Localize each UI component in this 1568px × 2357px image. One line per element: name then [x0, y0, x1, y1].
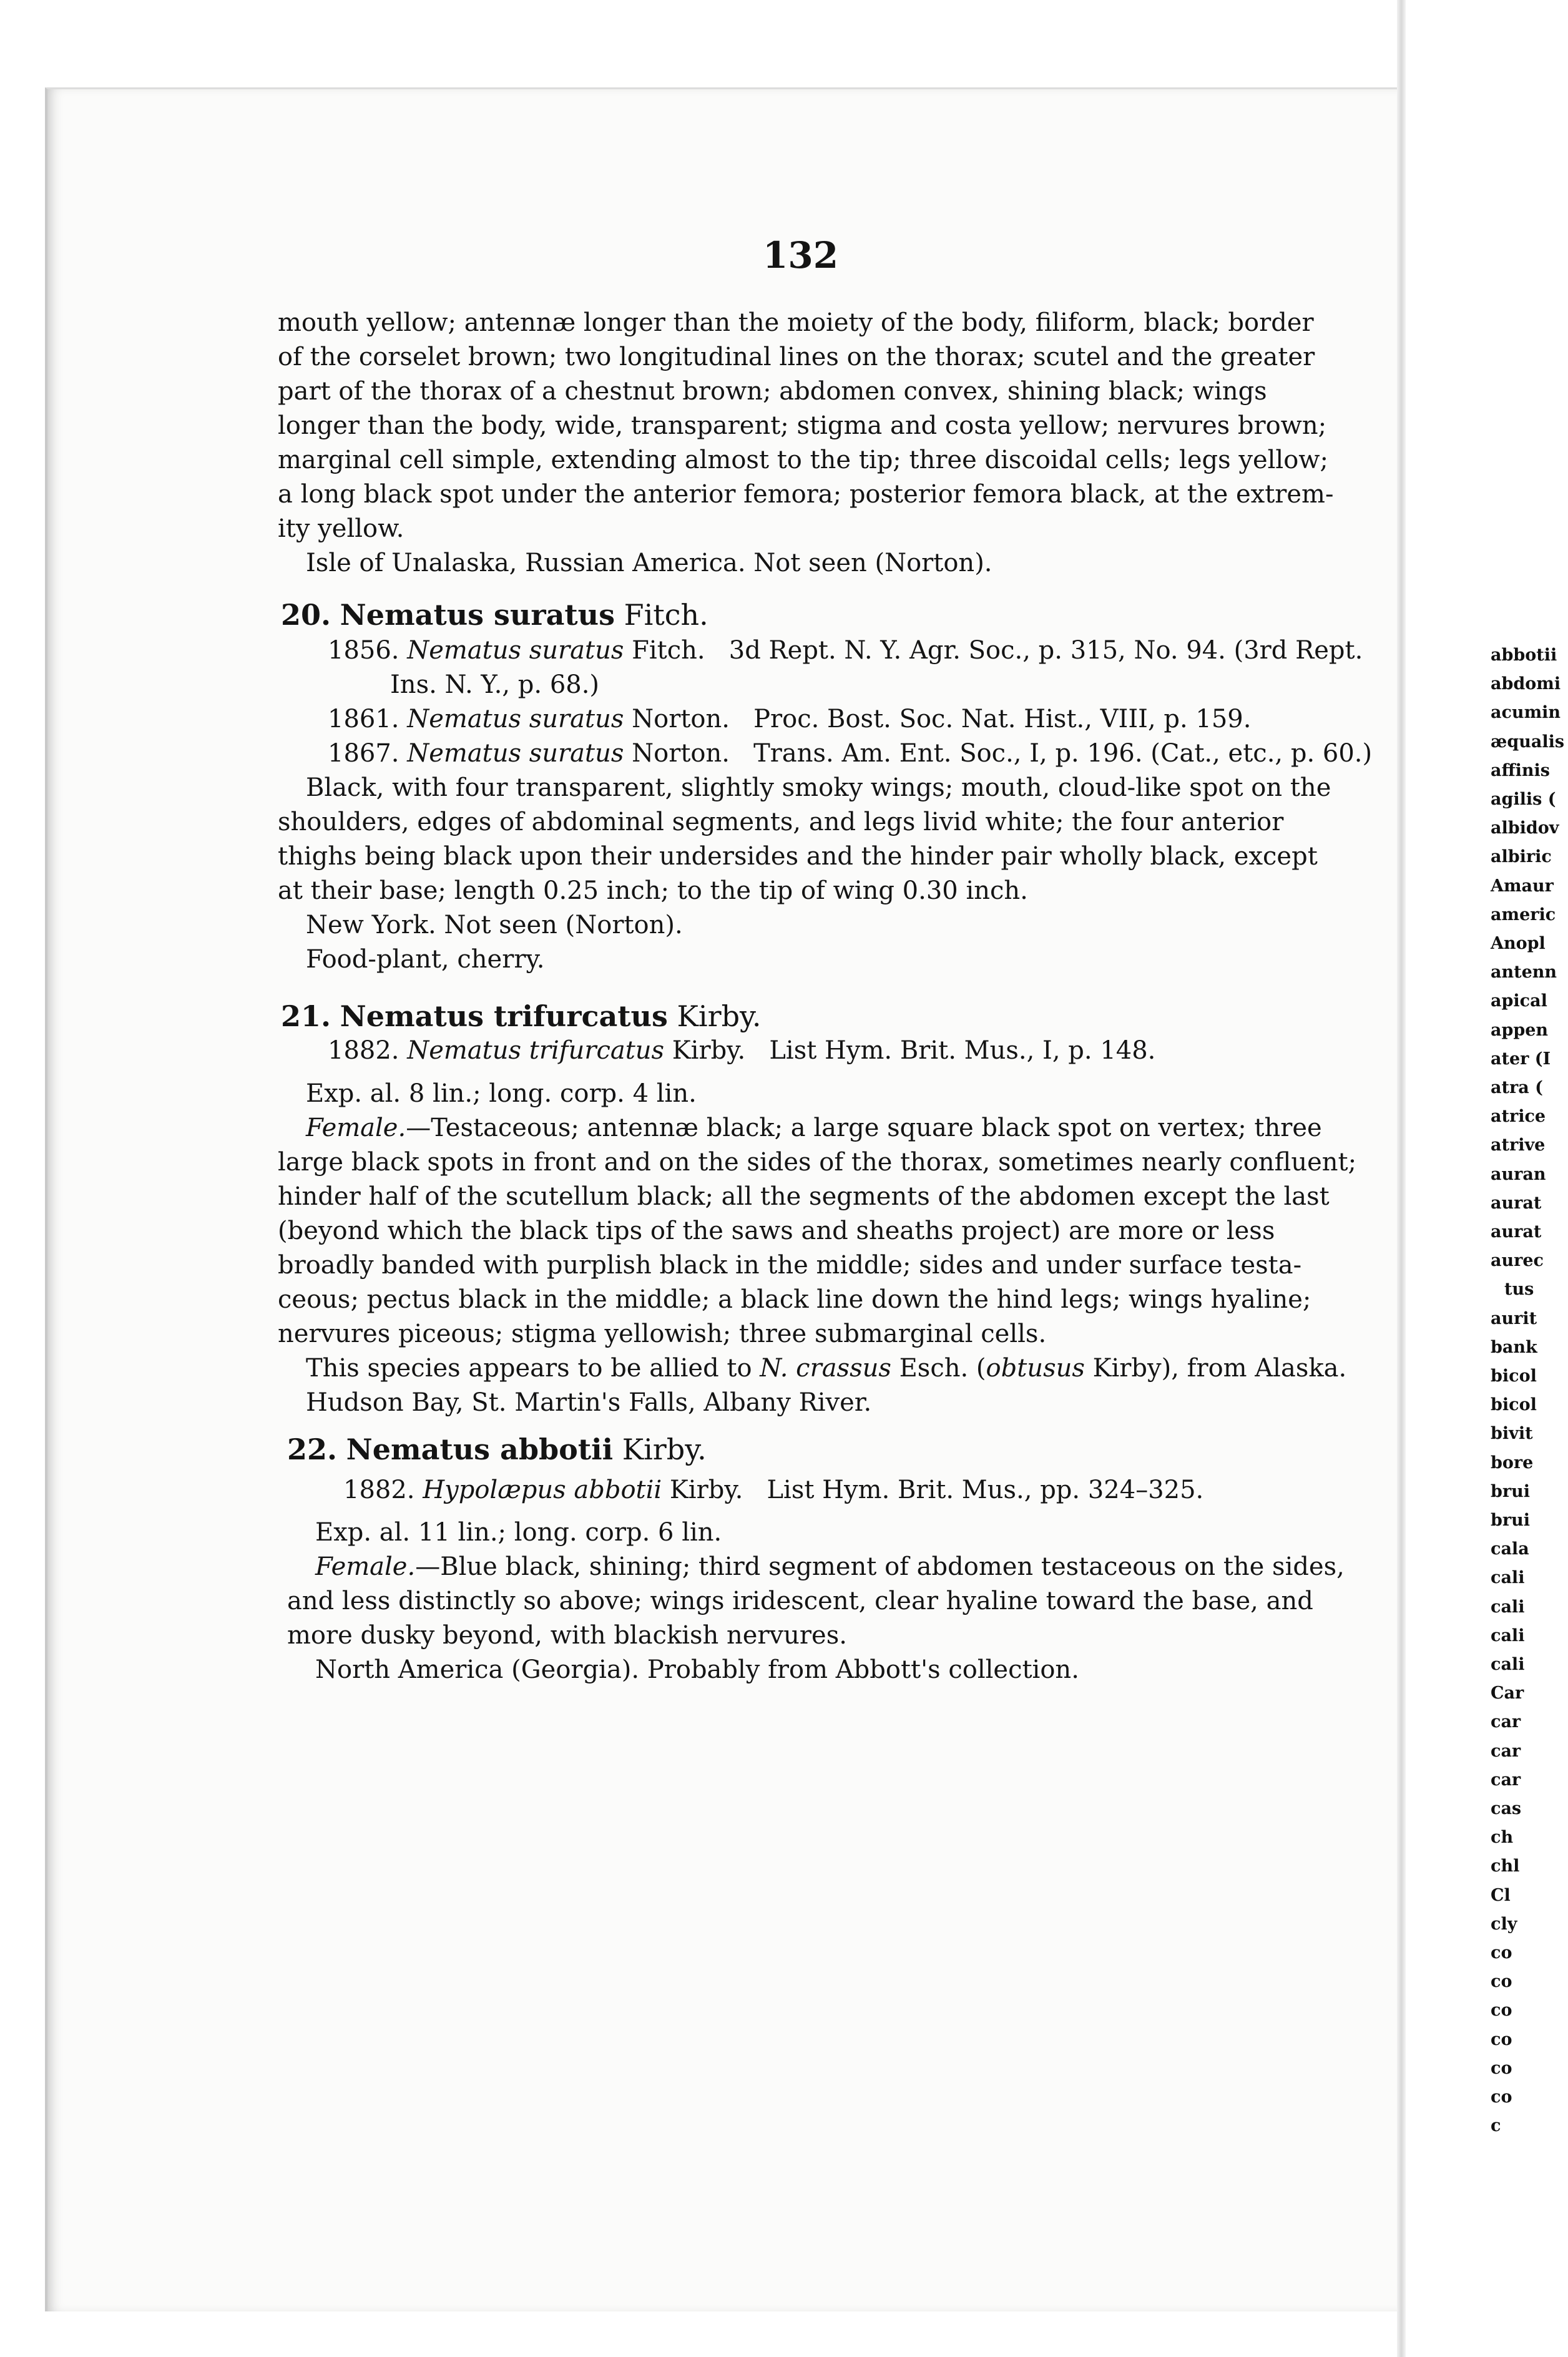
index-entry: atrice [1491, 1107, 1546, 1127]
text-line: broadly banded with purplish black in the middle; sides and under surface testa- [278, 1251, 1302, 1280]
species-heading [281, 596, 708, 634]
index-entry: tus [1504, 1280, 1534, 1300]
citation-author: Kirby. [669, 1476, 743, 1504]
citation-year: 1867. [328, 739, 399, 768]
citation-line [328, 737, 1372, 771]
index-entry: cali [1491, 1625, 1525, 1645]
sex-label: Female. [306, 1114, 406, 1142]
species-number: 21. [281, 999, 331, 1033]
text-line: ity yellow. [278, 514, 404, 543]
index-entry: abdomi [1491, 674, 1561, 694]
species-name: Nematus trifurcatus [340, 999, 668, 1033]
index-entry: aurit [1491, 1308, 1537, 1328]
citation-year: 1882. [328, 1036, 399, 1065]
index-entry: agilis ( [1491, 790, 1556, 809]
index-entry: antenn [1491, 963, 1557, 982]
index-entry: chl [1491, 1856, 1520, 1876]
index-entry: cali [1491, 1568, 1525, 1588]
citation-ref: 3d Rept. N. Y. Agr. Soc., p. 315, No. 94. (3rd Rept. [728, 636, 1363, 665]
species-author: Fitch. [624, 598, 708, 632]
index-entry: cly [1491, 1914, 1517, 1934]
citation-line [328, 702, 1372, 737]
text-fragment: —Testaceous; antennæ black; a large square black spot on vertex; three [406, 1114, 1322, 1142]
index-entry: acumin [1491, 703, 1561, 723]
text-line [287, 1550, 1348, 1584]
index-entry: co [1491, 2001, 1512, 2021]
citation-taxon: Nematus suratus [407, 705, 624, 733]
locality-line: Isle of Unalaska, Russian America. Not seen (Norton). [306, 549, 992, 577]
citation-line [328, 1034, 1155, 1068]
book-gutter [1397, 0, 1406, 2357]
species-name: Nematus suratus [340, 598, 615, 632]
allied-line: This species appears to be allied to N. crassus Esch. (obtusus Kirby), from Alaska. [306, 1354, 1347, 1383]
index-entry: car [1491, 1770, 1521, 1790]
index-entry: bivit [1491, 1424, 1533, 1444]
text-line: (beyond which the black tips of the saws and sheaths project) are more or less [278, 1217, 1275, 1245]
index-entry: co [1491, 1972, 1512, 1992]
index-entry: Amaur [1491, 876, 1554, 896]
intro-paragraph [278, 306, 1339, 581]
citation-ref: List Hym. Brit. Mus., pp. 324–325. [767, 1476, 1204, 1504]
index-entry: albiric [1491, 847, 1552, 867]
food-plant-line: Food-plant, cherry. [306, 945, 545, 974]
species-name: Nematus abbotii [346, 1433, 614, 1466]
index-entry: bicol [1491, 1366, 1537, 1386]
index-entry: brui [1491, 1481, 1530, 1501]
citation-year: 1882. [343, 1476, 415, 1504]
index-entry: albidov [1491, 818, 1559, 838]
citation-line [328, 668, 1372, 702]
index-entry: affinis [1491, 760, 1551, 780]
citation-author: Kirby. [672, 1036, 746, 1065]
index-entry: co [1491, 1943, 1512, 1963]
page-number: 132 [763, 234, 839, 277]
index-entry: ch [1491, 1828, 1514, 1848]
citation-taxon: Nematus suratus [407, 739, 624, 768]
text-line: and less distinctly so above; wings iridescent, clear hyaline toward the base, and [287, 1587, 1313, 1615]
citation-author: Norton. [632, 739, 730, 768]
text-line: nervures piceous; stigma yellowish; three submarginal cells. [278, 1320, 1047, 1348]
citation-line [343, 1473, 1203, 1507]
species-heading [281, 997, 762, 1035]
text-line: shoulders, edges of abdominal segments, and legs livid white; the four anterior [278, 808, 1284, 836]
index-entry: car [1491, 1741, 1521, 1761]
locality-line: New York. Not seen (Norton). [306, 911, 683, 939]
index-entry: appen [1491, 1020, 1549, 1040]
citation-taxon: Hypolæpus abbotii [423, 1476, 662, 1504]
description-paragraph [287, 1516, 1348, 1687]
index-entry: Anopl [1491, 934, 1546, 953]
text-line: more dusky beyond, with blackish nervures. [287, 1621, 847, 1650]
index-entry: apical [1491, 991, 1547, 1011]
index-entry: æqualis [1491, 732, 1565, 752]
text-line: part of the thorax of a chestnut brown; abdomen convex, shining black; wings [278, 377, 1267, 406]
species-number: 22. [287, 1433, 338, 1466]
citation-author: Fitch. [632, 636, 705, 665]
index-entry: co [1491, 2087, 1512, 2107]
index-entry: c [1491, 2116, 1501, 2136]
text-line: hinder half of the scutellum black; all the segments of the abdomen except the last [278, 1182, 1330, 1211]
index-entry: Cl [1491, 1885, 1511, 1905]
index-entry: brui [1491, 1511, 1530, 1530]
text-line: mouth yellow; antennæ longer than the moiety of the body, filiform, black; border [278, 308, 1314, 337]
species-author: Kirby. [622, 1433, 707, 1466]
text-line: marginal cell simple, extending almost to the tip; three discoidal cells; legs yellow; [278, 446, 1329, 474]
citation-ref: Trans. Am. Ent. Soc., I, p. 196. (Cat., etc., p. 60.) [753, 739, 1373, 768]
citation-line [328, 634, 1372, 668]
text-fragment: —Blue black, shining; third segment of abdomen testaceous on the sides, [415, 1552, 1345, 1581]
index-entry: auran [1491, 1164, 1546, 1184]
index-entry: americ [1491, 904, 1556, 924]
citation-taxon: Nematus trifurcatus [407, 1036, 665, 1065]
index-entry: cas [1491, 1799, 1522, 1818]
measure-line: Exp. al. 11 lin.; long. corp. 6 lin. [315, 1518, 722, 1547]
index-entry: atra ( [1491, 1078, 1543, 1097]
citation-author: Norton. [632, 705, 730, 733]
index-entry: cali [1491, 1597, 1525, 1617]
index-entry: atrive [1491, 1135, 1546, 1155]
citation-ref: Ins. N. Y., p. 68.) [390, 670, 600, 699]
text-line: of the corselet brown; two longitudinal lines on the thorax; scutel and the greater [278, 343, 1315, 371]
citation-ref: Proc. Bost. Soc. Nat. Hist., VIII, p. 159. [753, 705, 1252, 733]
index-entry: abbotii [1491, 645, 1557, 665]
index-entry: Car [1491, 1683, 1524, 1703]
index-entry: aurec [1491, 1251, 1544, 1271]
citation-year: 1856. [328, 636, 399, 665]
index-entry: cali [1491, 1655, 1525, 1674]
locality-line: Hudson Bay, St. Martin's Falls, Albany River. [306, 1388, 872, 1417]
text-line: a long black spot under the anterior femora; posterior femora black, at the extrem- [278, 480, 1334, 509]
index-entry: bicol [1491, 1395, 1537, 1415]
index-entry: bank [1491, 1337, 1537, 1357]
index-entry: aurat [1491, 1193, 1542, 1213]
description-paragraph [278, 1077, 1357, 1420]
index-entry: co [1491, 2058, 1512, 2078]
index-entry: co [1491, 2029, 1512, 2049]
text-line: large black spots in front and on the sides of the thorax, sometimes nearly confluent; [278, 1148, 1357, 1177]
citation-ref: List Hym. Brit. Mus., I, p. 148. [769, 1036, 1156, 1065]
citation-block [343, 1473, 1203, 1507]
sex-label: Female. [315, 1552, 416, 1581]
text-line: thighs being black upon their undersides and the hinder pair wholly black, except [278, 842, 1318, 871]
citation-block [328, 1034, 1155, 1068]
citation-block [328, 634, 1372, 771]
citation-taxon: Nematus suratus [407, 636, 624, 665]
text-line: Black, with four transparent, slightly smoky wings; mouth, cloud-like spot on the [306, 773, 1331, 802]
index-entry: aurat [1491, 1222, 1542, 1242]
citation-year: 1861. [328, 705, 399, 733]
text-line: ceous; pectus black in the middle; a black line down the hind legs; wings hyaline; [278, 1285, 1311, 1314]
locality-line: North America (Georgia). Probably from Abbott's collection. [315, 1655, 1079, 1684]
species-author: Kirby. [677, 999, 762, 1033]
text-line: at their base; length 0.25 inch; to the tip of wing 0.30 inch. [278, 876, 1028, 905]
text-line [278, 1111, 1339, 1145]
index-entry: cala [1491, 1539, 1529, 1559]
index-entry: car [1491, 1712, 1521, 1732]
species-heading [287, 1431, 707, 1468]
index-entry: bore [1491, 1453, 1534, 1473]
description-paragraph [278, 771, 1339, 977]
measure-line: Exp. al. 8 lin.; long. corp. 4 lin. [306, 1079, 697, 1108]
species-number: 20. [281, 598, 331, 632]
text-line: longer than the body, wide, transparent; stigma and costa yellow; nervures brown; [278, 411, 1327, 440]
index-entry: ater (I [1491, 1049, 1551, 1069]
